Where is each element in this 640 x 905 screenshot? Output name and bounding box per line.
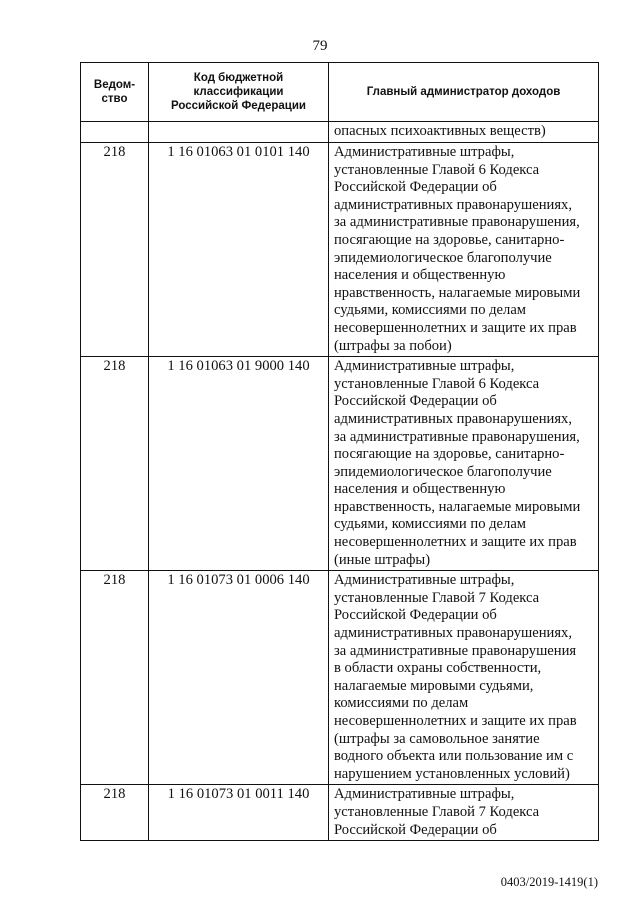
header-department bbox=[81, 63, 149, 122]
document-code: 0403/2019-1419(1) bbox=[500, 875, 598, 889]
header-administrator-text: Главный администратор доходов bbox=[366, 86, 561, 98]
budget-code-cell: 1 16 01063 01 0101 140 bbox=[149, 143, 329, 357]
description-cell bbox=[329, 357, 599, 571]
continuation-dept-cell bbox=[81, 122, 149, 143]
table-row bbox=[81, 357, 599, 571]
header-administrator bbox=[329, 63, 599, 122]
header-code-text: Код бюджетной классификации Российской Федерации bbox=[170, 72, 306, 112]
budget-code-cell: 1 16 01073 01 0006 140 bbox=[149, 571, 329, 785]
description-cell bbox=[329, 785, 599, 841]
continuation-code-cell bbox=[149, 122, 329, 143]
table-row bbox=[81, 143, 599, 357]
continuation-row bbox=[81, 122, 599, 143]
department-cell: 218 bbox=[81, 571, 149, 785]
table-header-row bbox=[81, 63, 599, 122]
budget-code-cell: 1 16 01063 01 9000 140 bbox=[149, 357, 329, 571]
description-text: Административные штрафы, установленные Главой 6 Кодекса Российской Федерации об административных правонарушениях, за административные правонарушения, посягающие на здоровье, санитарно- эпидемиологическое благополучие населения и общественную нравственность, налагаемые мировыми судьями, комиссиями по делам несовершеннолетних и защите их прав (иные штрафы) bbox=[334, 358, 581, 568]
header-code bbox=[149, 63, 329, 122]
page-number: 79 bbox=[312, 38, 328, 54]
table-row bbox=[81, 785, 599, 841]
description-cell bbox=[329, 143, 599, 357]
header-department-text: Ведом- ство bbox=[93, 79, 136, 105]
description-text: Административные штрафы, установленные Главой 6 Кодекса Российской Федерации об административных правонарушениях, за административные правонарушения, посягающие на здоровье, санитарно- эпидемиологическое благополучие населения и общественную нравственность, налагаемые мировыми судьями, комиссиями по делам несовершеннолетних и защите их прав (штрафы за побои) bbox=[334, 144, 581, 354]
budget-code-cell: 1 16 01073 01 0011 140 bbox=[149, 785, 329, 841]
description-text: Административные штрафы, установленные Главой 7 Кодекса Российской Федерации об bbox=[334, 786, 540, 838]
department-cell: 218 bbox=[81, 357, 149, 571]
description-text: Административные штрафы, установленные Главой 7 Кодекса Российской Федерации об административных правонарушениях, за административные правонарушения в области охраны собственности, налагаемые мировыми судьями, комиссиями по делам несовершеннолетних и защите их прав (штрафы за самовольное занятие водного объекта или пользование им с нарушением установленных условий) bbox=[334, 572, 577, 782]
department-cell: 218 bbox=[81, 143, 149, 357]
description-cell bbox=[329, 571, 599, 785]
table-row bbox=[81, 571, 599, 785]
department-cell: 218 bbox=[81, 785, 149, 841]
revenue-table bbox=[80, 62, 599, 841]
continuation-text: опасных психоактивных веществ) bbox=[329, 122, 599, 143]
